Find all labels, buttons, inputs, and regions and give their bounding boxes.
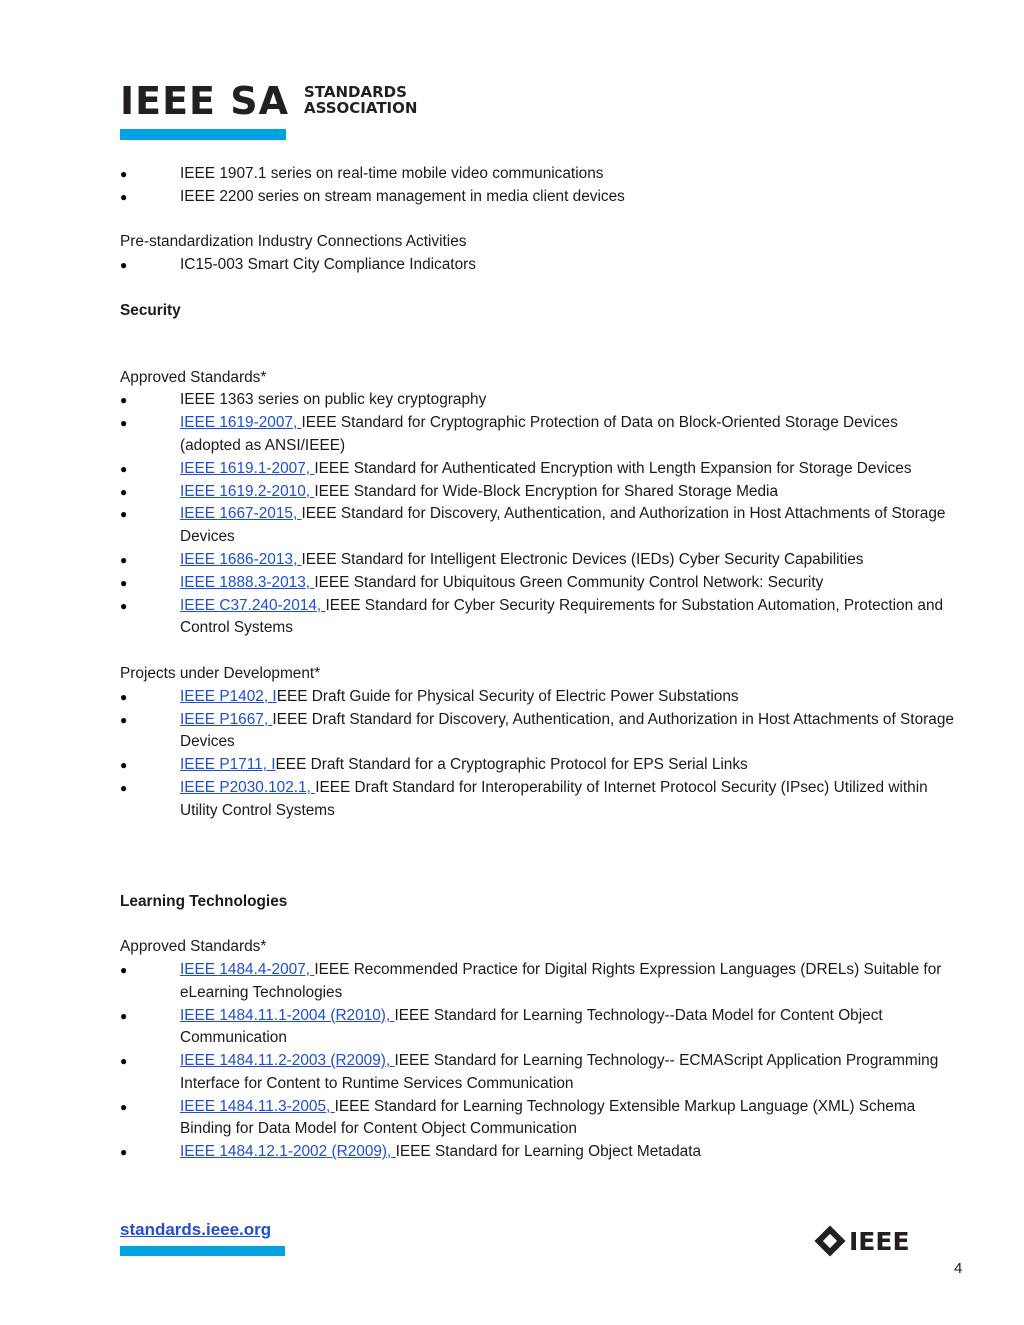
standard-link[interactable]: IEEE 1619-2007,	[180, 414, 302, 432]
subsection-label: Projects under Development*	[120, 664, 321, 682]
security-projects-list	[120, 686, 960, 823]
standard-title: EEE Draft Guide for Physical Security of Electric Power Substations	[276, 687, 739, 705]
list-item	[120, 1141, 960, 1164]
standard-link[interactable]: IEEE 1619.2-2010,	[180, 482, 315, 500]
list-item	[120, 458, 960, 481]
standard-link[interactable]: IEEE P2030.102.1,	[180, 778, 316, 796]
page-number: 4	[954, 1260, 963, 1277]
logo-accent-bar	[120, 129, 286, 140]
standard-link[interactable]: IEEE P1667,	[180, 710, 273, 728]
learning-approved-list	[120, 959, 960, 1164]
standard-link[interactable]: IEEE 1484.11.2-2003 (R2009),	[180, 1052, 395, 1070]
list-item	[120, 959, 960, 1005]
document-body	[120, 163, 960, 1164]
list-item	[120, 1096, 960, 1142]
logo-wordmark: IEEE SA	[120, 79, 290, 123]
standard-link[interactable]: IEEE P1711, I	[180, 756, 276, 774]
standard-title: IEEE Standard for Learning Technology Extensible Markup Language (XML) Schema Binding for Data Model for Content Object Communication	[180, 1097, 916, 1138]
list-item	[120, 777, 960, 823]
standard-title: IEEE Standard for Cryptographic Protection of Data on Block-Oriented Storage Devices (adopted as ANSI/IEEE)	[180, 414, 898, 454]
standard-title: IEEE Standard for Discovery, Authentication, and Authorization in Host Attachments of Storage Devices	[180, 505, 946, 546]
standard-title: IEEE Standard for Ubiquitous Green Community Control Network: Security	[314, 573, 824, 591]
standard-link[interactable]: IEEE 1619.1-2007,	[180, 459, 315, 477]
standard-link[interactable]: IEEE 1484.12.1-2002 (R2009),	[180, 1143, 396, 1161]
standard-title: IEEE Standard for Wide-Block Encryption for Shared Storage Media	[314, 482, 779, 500]
standard-title: IEEE Draft Standard for Discovery, Authentication, and Authorization in Host Attachments of Storage Devices	[180, 710, 954, 751]
footer-accent-bar	[120, 1246, 285, 1256]
list-item	[120, 412, 960, 458]
standard-link[interactable]: IEEE 1667-2015,	[180, 505, 302, 523]
standard-link[interactable]: IEEE 1888.3-2013,	[180, 573, 315, 591]
list-item: ● IC15-003 Smart City Compliance Indicators	[120, 254, 960, 277]
list-item: ● IEEE 1363 series on public key cryptography	[120, 389, 960, 412]
standard-title: IEEE Standard for Intelligent Electronic Devices (IEDs) Cyber Security Capabilities	[301, 550, 864, 568]
standard-link[interactable]: IEEE 1484.4-2007,	[180, 960, 315, 978]
list-item	[120, 595, 960, 641]
prestd-label: Pre-standardization Industry Connections Activities	[120, 233, 467, 251]
section-heading-learning: Learning Technologies	[120, 892, 288, 910]
standard-link[interactable]: IEEE 1686-2013,	[180, 550, 302, 568]
standard-title: IEEE Draft Standard for Interoperability of Internet Protocol Security (IPsec) Utilized within Utility Control Systems	[180, 778, 928, 819]
standard-title: IEEE Standard for Cyber Security Requirements for Substation Automation, Protection and Control Systems	[180, 596, 944, 637]
ieee-sa-logo	[120, 79, 440, 144]
list-item	[120, 709, 960, 755]
standard-title: IEEE Standard for Learning Object Metadata	[395, 1143, 702, 1161]
list-item	[120, 503, 960, 549]
subsection-label: Approved Standards*	[120, 368, 267, 386]
standard-link[interactable]: IEEE 1484.11.3-2005,	[180, 1097, 335, 1115]
list-item	[120, 754, 960, 777]
footer-site-link[interactable]: standards.ieee.org	[120, 1220, 272, 1239]
standard-title: IEEE Standard for Learning Technology--Data Model for Content Object Communication	[180, 1006, 883, 1047]
list-item	[120, 1050, 960, 1096]
standard-title: IEEE Standard for Learning Technology-- ECMAScript Application Programming Interface for Content to Runtime Services Communication	[180, 1052, 939, 1092]
standard-link[interactable]: IEEE P1402, I	[180, 687, 277, 705]
list-item	[120, 481, 960, 504]
standard-title: IEEE Standard for Authenticated Encryption with Length Expansion for Storage Devices	[314, 459, 912, 477]
list-item: ● IEEE 1907.1 series on real-time mobile video communications	[120, 163, 960, 186]
logo-subtitle-line2: ASSOCIATION	[304, 99, 418, 117]
standard-title: IEEE Recommended Practice for Digital Rights Expression Languages (DRELs) Suitable for eLearning Technologies	[180, 960, 942, 1001]
standard-link[interactable]: IEEE C37.240-2014,	[180, 596, 326, 614]
list-item	[120, 572, 960, 595]
logo-subtitle-line1: STANDARDS	[304, 83, 407, 101]
list-item	[120, 686, 960, 709]
standard-link[interactable]: IEEE 1484.11.1-2004 (R2010),	[180, 1006, 395, 1024]
list-item: ● IEEE 2200 series on stream management in media client devices	[120, 186, 960, 209]
ieee-footer-logo	[817, 1227, 921, 1257]
footer-logo-text: IEEE	[849, 1227, 910, 1256]
section-heading-security: Security	[120, 301, 181, 319]
list-item	[120, 1005, 960, 1051]
subsection-label: Approved Standards*	[120, 938, 267, 956]
security-approved-list	[120, 412, 960, 640]
standard-title: EEE Draft Standard for a Cryptographic Protocol for EPS Serial Links	[275, 756, 748, 774]
logo-subtitle	[304, 84, 417, 116]
list-item	[120, 549, 960, 572]
